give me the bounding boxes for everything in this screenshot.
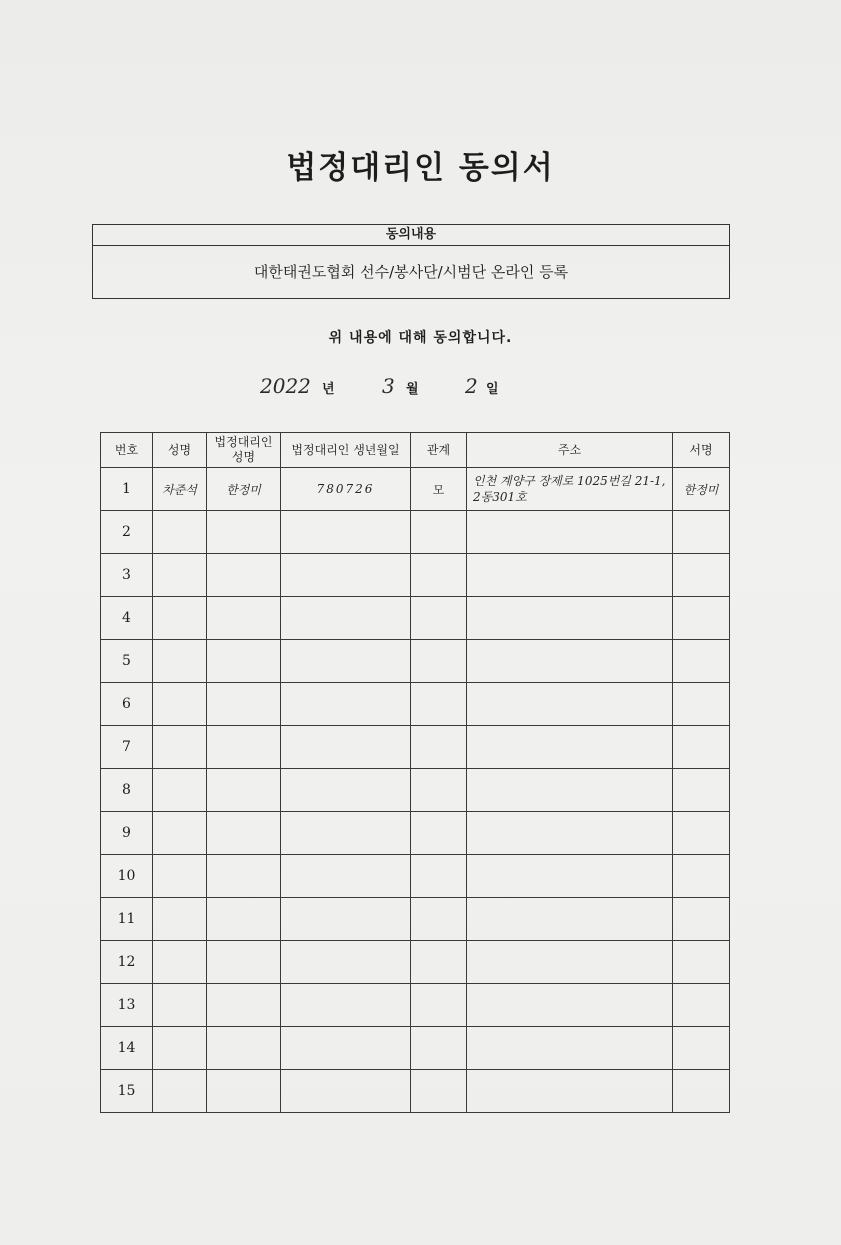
student-name-cell <box>153 554 207 597</box>
row-number-cell: 13 <box>101 984 153 1027</box>
row-number-cell: 2 <box>101 511 153 554</box>
guardian-birth-cell <box>281 1027 411 1070</box>
student-name-cell: 차준석 <box>153 468 207 511</box>
address-cell <box>467 1070 673 1113</box>
guardian-name-cell <box>207 898 281 941</box>
guardian-birth-cell <box>281 984 411 1027</box>
row-number-cell: 1 <box>101 468 153 511</box>
guardian-name-cell <box>207 984 281 1027</box>
header-guardian-name: 법정대리인 성명 <box>207 433 281 468</box>
student-name-cell <box>153 726 207 769</box>
table-row <box>101 984 730 1027</box>
signature-cell <box>673 554 730 597</box>
consent-box <box>92 224 730 299</box>
table-header-row <box>101 433 730 468</box>
student-name-cell <box>153 812 207 855</box>
table-row <box>101 898 730 941</box>
address-cell <box>467 984 673 1027</box>
relation-cell <box>411 984 467 1027</box>
relation-cell <box>411 683 467 726</box>
date-month: 3 <box>382 374 395 398</box>
row-number-cell: 8 <box>101 769 153 812</box>
guardian-birth-cell <box>281 769 411 812</box>
relation-cell <box>411 1027 467 1070</box>
table-row <box>101 554 730 597</box>
signature-cell: 한정미 <box>673 468 730 511</box>
address-cell <box>467 597 673 640</box>
address-cell <box>467 1027 673 1070</box>
guardian-name-cell <box>207 683 281 726</box>
student-name-cell <box>153 769 207 812</box>
table-row <box>101 468 730 511</box>
address-cell <box>467 554 673 597</box>
guardian-birth-cell <box>281 1070 411 1113</box>
guardian-birth-cell <box>281 898 411 941</box>
signature-cell <box>673 1027 730 1070</box>
date-day-unit: 일 <box>486 382 499 397</box>
row-number-cell: 5 <box>101 640 153 683</box>
signature-cell <box>673 898 730 941</box>
relation-cell: 모 <box>411 468 467 511</box>
address-cell <box>467 941 673 984</box>
guardian-birth-cell: 780726 <box>281 468 411 511</box>
relation-cell <box>411 941 467 984</box>
signature-cell <box>673 812 730 855</box>
table-row <box>101 769 730 812</box>
relation-cell <box>411 769 467 812</box>
table-row <box>101 1070 730 1113</box>
guardian-birth-cell <box>281 683 411 726</box>
table-row <box>101 855 730 898</box>
header-relation: 관계 <box>411 433 467 468</box>
guardian-name-cell <box>207 726 281 769</box>
relation-cell <box>411 554 467 597</box>
row-number-cell: 9 <box>101 812 153 855</box>
header-signature: 서명 <box>673 433 730 468</box>
guardian-birth-cell <box>281 812 411 855</box>
address-cell <box>467 812 673 855</box>
guardian-name-cell <box>207 941 281 984</box>
guardian-name-cell <box>207 1070 281 1113</box>
date-year: 2022 <box>260 374 311 398</box>
table-row <box>101 812 730 855</box>
signature-cell <box>673 726 730 769</box>
guardian-birth-cell <box>281 640 411 683</box>
signature-cell <box>673 984 730 1027</box>
date-row <box>260 370 560 400</box>
date-month-unit: 월 <box>406 382 419 397</box>
address-cell <box>467 769 673 812</box>
table-row <box>101 511 730 554</box>
table-row <box>101 1027 730 1070</box>
signature-cell <box>673 941 730 984</box>
relation-cell <box>411 511 467 554</box>
signature-cell <box>673 1070 730 1113</box>
header-address: 주소 <box>467 433 673 468</box>
guardian-birth-cell <box>281 554 411 597</box>
relation-cell <box>411 855 467 898</box>
student-name-cell <box>153 640 207 683</box>
address-cell <box>467 640 673 683</box>
guardian-name-cell: 한정미 <box>207 468 281 511</box>
consent-header: 동의내용 <box>93 225 729 246</box>
row-number-cell: 3 <box>101 554 153 597</box>
row-number-cell: 7 <box>101 726 153 769</box>
signature-cell <box>673 511 730 554</box>
date-year-unit: 년 <box>322 382 335 397</box>
relation-cell <box>411 1070 467 1113</box>
guardian-name-cell <box>207 640 281 683</box>
row-number-cell: 11 <box>101 898 153 941</box>
guardian-name-cell <box>207 597 281 640</box>
header-no: 번호 <box>101 433 153 468</box>
signature-cell <box>673 640 730 683</box>
signature-cell <box>673 769 730 812</box>
agree-statement: 위 내용에 대해 동의합니다. <box>328 330 513 346</box>
address-cell <box>467 855 673 898</box>
relation-cell <box>411 640 467 683</box>
guardian-name-cell <box>207 855 281 898</box>
relation-cell <box>411 726 467 769</box>
guardian-table <box>100 432 730 1113</box>
student-name-cell <box>153 683 207 726</box>
header-name: 성명 <box>153 433 207 468</box>
guardian-name-cell <box>207 812 281 855</box>
signature-cell <box>673 855 730 898</box>
consent-body: 대한태권도협회 선수/봉사단/시범단 온라인 등록 <box>253 263 569 281</box>
student-name-cell <box>153 1070 207 1113</box>
address-cell <box>467 898 673 941</box>
header-guardian-birth: 법정대리인 생년월일 <box>281 433 411 468</box>
guardian-birth-cell <box>281 597 411 640</box>
page-title: 법정대리인 동의서 <box>286 150 555 186</box>
signature-cell <box>673 683 730 726</box>
row-number-cell: 12 <box>101 941 153 984</box>
row-number-cell: 4 <box>101 597 153 640</box>
address-cell <box>467 511 673 554</box>
student-name-cell <box>153 597 207 640</box>
table-row <box>101 941 730 984</box>
guardian-birth-cell <box>281 941 411 984</box>
table-row <box>101 726 730 769</box>
row-number-cell: 6 <box>101 683 153 726</box>
guardian-birth-cell <box>281 726 411 769</box>
row-number-cell: 15 <box>101 1070 153 1113</box>
guardian-name-cell <box>207 1027 281 1070</box>
relation-cell <box>411 597 467 640</box>
relation-cell <box>411 812 467 855</box>
student-name-cell <box>153 941 207 984</box>
row-number-cell: 14 <box>101 1027 153 1070</box>
student-name-cell <box>153 898 207 941</box>
address-cell <box>467 683 673 726</box>
table-row <box>101 640 730 683</box>
guardian-birth-cell <box>281 511 411 554</box>
guardian-name-cell <box>207 511 281 554</box>
row-number-cell: 10 <box>101 855 153 898</box>
date-day: 2 <box>465 374 478 398</box>
address-cell: 인천 계양구 장제로 1025번길 21-1, 2동301호 <box>467 468 673 511</box>
student-name-cell <box>153 1027 207 1070</box>
student-name-cell <box>153 984 207 1027</box>
guardian-name-cell <box>207 769 281 812</box>
address-cell <box>467 726 673 769</box>
guardian-name-cell <box>207 554 281 597</box>
student-name-cell <box>153 511 207 554</box>
table-row <box>101 597 730 640</box>
signature-cell <box>673 597 730 640</box>
guardian-birth-cell <box>281 855 411 898</box>
student-name-cell <box>153 855 207 898</box>
relation-cell <box>411 898 467 941</box>
table-row <box>101 683 730 726</box>
